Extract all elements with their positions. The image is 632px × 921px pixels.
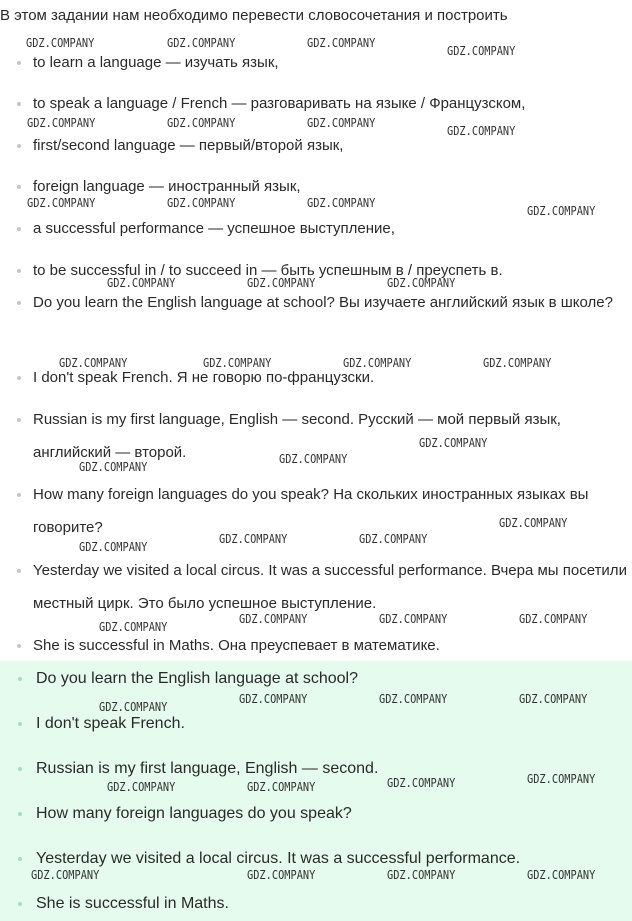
watermark: GDZ.COMPANY: [483, 356, 552, 370]
watermark: GDZ.COMPANY: [279, 452, 348, 466]
watermark: GDZ.COMPANY: [247, 780, 316, 794]
watermark: GDZ.COMPANY: [26, 36, 95, 50]
watermark: GDZ.COMPANY: [107, 780, 176, 794]
answer-item: I don't speak French.: [36, 713, 626, 735]
watermark: GDZ.COMPANY: [239, 612, 308, 626]
phrase-item: Do you learn the English language at school? Вы изучаете английский язык в школе?: [33, 286, 628, 319]
watermark: GDZ.COMPANY: [387, 776, 456, 790]
watermark: GDZ.COMPANY: [247, 276, 316, 290]
watermark: GDZ.COMPANY: [343, 356, 412, 370]
phrase-item: to be successful in / to succeed in — быть успешным в / преуспеть в.: [33, 254, 628, 287]
watermark: GDZ.COMPANY: [79, 460, 148, 474]
watermark: GDZ.COMPANY: [247, 868, 316, 882]
watermark: GDZ.COMPANY: [447, 124, 516, 138]
phrase-item: How many foreign languages do you speak? На скольких иностранных языках вы говорите?: [33, 478, 628, 544]
watermark: GDZ.COMPANY: [99, 700, 168, 714]
phrase-item: foreign language — иностранный язык,: [33, 170, 628, 203]
watermark: GDZ.COMPANY: [219, 532, 288, 546]
watermark: GDZ.COMPANY: [359, 532, 428, 546]
watermark: GDZ.COMPANY: [499, 516, 568, 530]
phrase-item: I don't speak French. Я не говорю по-французски.: [33, 361, 628, 394]
phrase-item: first/second language — первый/второй язык,: [33, 129, 628, 162]
watermark: GDZ.COMPANY: [27, 116, 96, 130]
answer-block: [0, 661, 632, 921]
watermark: GDZ.COMPANY: [307, 116, 376, 130]
watermark: GDZ.COMPANY: [307, 36, 376, 50]
answer-item: Russian is my first language, English — second.: [36, 758, 626, 780]
watermark: GDZ.COMPANY: [527, 772, 596, 786]
watermark: GDZ.COMPANY: [167, 36, 236, 50]
watermark: GDZ.COMPANY: [387, 868, 456, 882]
watermark: GDZ.COMPANY: [379, 692, 448, 706]
watermark: GDZ.COMPANY: [387, 276, 456, 290]
phrase-item: to speak a language / French — разговаривать на языке / Французском,: [33, 87, 628, 120]
answer-item: How many foreign languages do you speak?: [36, 803, 626, 825]
watermark: GDZ.COMPANY: [519, 612, 588, 626]
phrase-item: She is successful in Maths. Она преуспевает в математике.: [33, 629, 628, 662]
watermark: GDZ.COMPANY: [27, 196, 96, 210]
watermark: GDZ.COMPANY: [419, 436, 488, 450]
watermark: GDZ.COMPANY: [167, 196, 236, 210]
watermark: GDZ.COMPANY: [203, 356, 272, 370]
watermark: GDZ.COMPANY: [527, 868, 596, 882]
watermark: GDZ.COMPANY: [307, 196, 376, 210]
task-intro: В этом задании нам необходимо перевести словосочетания и построить: [0, 7, 508, 24]
watermark: GDZ.COMPANY: [79, 540, 148, 554]
watermark: GDZ.COMPANY: [99, 620, 168, 634]
watermark: GDZ.COMPANY: [519, 692, 588, 706]
watermark: GDZ.COMPANY: [107, 276, 176, 290]
answer-item: She is successful in Maths.: [36, 893, 626, 915]
watermark: GDZ.COMPANY: [239, 692, 308, 706]
watermark: GDZ.COMPANY: [379, 612, 448, 626]
watermark: GDZ.COMPANY: [527, 204, 596, 218]
phrase-item: to learn a language — изучать язык,: [33, 46, 628, 79]
phrase-item: Yesterday we visited a local circus. It was a successful performance. Вчера мы посетили местный цирк. Это было успешное выступление.: [33, 554, 628, 620]
watermark: GDZ.COMPANY: [447, 44, 516, 58]
phrase-item: Russian is my first language, English — second. Русский — мой первый язык, английский — второй.: [33, 403, 628, 469]
watermark: GDZ.COMPANY: [59, 356, 128, 370]
answer-item: Yesterday we visited a local circus. It was a successful performance.: [36, 848, 626, 870]
answer-item: Do you learn the English language at school?: [36, 668, 626, 690]
phrase-item: a successful performance — успешное выступление,: [33, 212, 628, 245]
watermark: GDZ.COMPANY: [31, 868, 100, 882]
watermark: GDZ.COMPANY: [167, 116, 236, 130]
